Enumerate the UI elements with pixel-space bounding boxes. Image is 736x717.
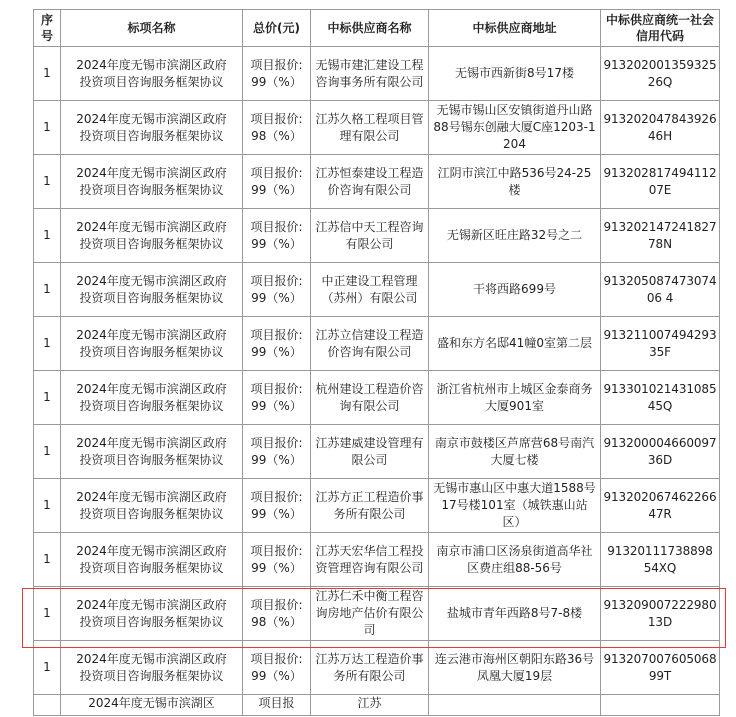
header-row — [34, 10, 720, 47]
cell-supplier: 中正建设工程管理（苏州）有限公司 — [311, 263, 429, 317]
cell-supplier: 江苏恒泰建设工程造价咨询有限公司 — [311, 155, 429, 209]
cell-title: 2024年度无锡市滨湖区政府投资项目咨询服务框架协议 — [61, 425, 243, 479]
table-row — [34, 587, 720, 641]
cell-seq: 1 — [34, 155, 61, 209]
cell-address: 无锡市惠山区中惠大道1588号17号楼101室（城铁惠山站区） — [429, 479, 601, 533]
table-row — [34, 101, 720, 155]
cell-title: 2024年度无锡市滨湖区政府投资项目咨询服务框架协议 — [61, 317, 243, 371]
cell-seq: 1 — [34, 47, 61, 101]
table-row — [34, 641, 720, 695]
cell-address: 盛和东方名邸41幢0室第二层 — [429, 317, 601, 371]
cell-price: 项目报价:99（%） — [243, 209, 311, 263]
cell-title: 2024年度无锡市滨湖区政府投资项目咨询服务框架协议 — [61, 263, 243, 317]
cell-code: 91320508747307406 4 — [601, 263, 720, 317]
cell-code: 91320206746226647R — [601, 479, 720, 533]
header-supplier: 中标供应商名称 — [311, 10, 429, 47]
cell-code: 91320111738898 54XQ — [601, 533, 720, 587]
cell-address: 连云港市海州区朝阳东路36号凤凰大厦19层 — [429, 641, 601, 695]
cell-seq: 1 — [34, 317, 61, 371]
cell-title: 2024年度无锡市滨湖区政府投资项目咨询服务框架协议 — [61, 47, 243, 101]
cell-title: 2024年度无锡市滨湖区政府投资项目咨询服务框架协议 — [61, 101, 243, 155]
header-price: 总价(元) — [243, 10, 311, 47]
cell-title: 2024年度无锡市滨湖区政府投资项目咨询服务框架协议 — [61, 209, 243, 263]
cell-address: 盐城市青年西路8号7-8楼 — [429, 587, 601, 641]
cell-code: 91321100749429335F — [601, 317, 720, 371]
cell-address: 无锡市西新街8号17楼 — [429, 47, 601, 101]
cell-supplier: 江苏久格工程项目管理有限公司 — [311, 101, 429, 155]
cell-seq: 1 — [34, 101, 61, 155]
table-row — [34, 263, 720, 317]
header-code: 中标供应商统一社会信用代码 — [601, 10, 720, 47]
cell-seq: 1 — [34, 533, 61, 587]
header-address: 中标供应商地址 — [429, 10, 601, 47]
cell-title: 2024年度无锡市滨湖区政府投资项目咨询服务框架协议 — [61, 155, 243, 209]
cell-title: 2024年度无锡市滨湖区政府投资项目咨询服务框架协议 — [61, 371, 243, 425]
cell-code: 91320204784392646H — [601, 101, 720, 155]
cell-code: 91320700760506899T — [601, 641, 720, 695]
cell-seq: 1 — [34, 641, 61, 695]
header-title: 标项名称 — [61, 10, 243, 47]
cell-price: 项目报价:98（%） — [243, 587, 311, 641]
cell-title: 2024年度无锡市滨湖区政府投资项目咨询服务框架协议 — [61, 641, 243, 695]
cell-seq: 1 — [34, 587, 61, 641]
cell-price: 项目报价:99（%） — [243, 263, 311, 317]
cell-price: 项目报价:99（%） — [243, 317, 311, 371]
cell-title: 2024年度无锡市滨湖区政府投资项目咨询服务框架协议 — [61, 533, 243, 587]
cell-address — [429, 695, 601, 716]
cell-title: 2024年度无锡市滨湖区政府投资项目咨询服务框架协议 — [61, 587, 243, 641]
cell-supplier: 江苏天宏华信工程投资管理咨询有限公司 — [311, 533, 429, 587]
cell-supplier: 江苏仁禾中衡工程咨询房地产估价有限公司 — [311, 587, 429, 641]
table-row — [34, 155, 720, 209]
cell-address: 无锡市锡山区安镇街道丹山路88号锡东创融大厦C座1203-1204 — [429, 101, 601, 155]
cell-price: 项目报价:99（%） — [243, 47, 311, 101]
cell-address: 江阴市滨江中路536号24-25楼 — [429, 155, 601, 209]
table-row-partial — [34, 695, 720, 716]
table-row — [34, 533, 720, 587]
cell-price: 项目报 — [243, 695, 311, 716]
cell-price: 项目报价:99（%） — [243, 533, 311, 587]
cell-price: 项目报价:99（%） — [243, 371, 311, 425]
cell-supplier: 江苏 — [311, 695, 429, 716]
cell-code — [601, 695, 720, 716]
table-row — [34, 371, 720, 425]
header-seq: 序号 — [34, 10, 61, 47]
table-row — [34, 317, 720, 371]
table-row — [34, 47, 720, 101]
cell-price: 项目报价:99（%） — [243, 425, 311, 479]
cell-supplier: 杭州建设工程造价咨询有限公司 — [311, 371, 429, 425]
cell-supplier: 江苏方正工程造价事务所有限公司 — [311, 479, 429, 533]
cell-code: 91320000466009736D — [601, 425, 720, 479]
cell-price: 项目报价:99（%） — [243, 479, 311, 533]
cell-supplier: 江苏立信建设工程造价咨询有限公司 — [311, 317, 429, 371]
cell-code: 91320281749411207E — [601, 155, 720, 209]
cell-seq: 1 — [34, 371, 61, 425]
cell-code: 91330102143108545Q — [601, 371, 720, 425]
cell-price: 项目报价:99（%） — [243, 641, 311, 695]
table-row — [34, 479, 720, 533]
cell-seq: 1 — [34, 263, 61, 317]
table-row — [34, 425, 720, 479]
cell-address: 干将西路699号 — [429, 263, 601, 317]
table-row — [34, 209, 720, 263]
cell-price: 项目报价:99（%） — [243, 155, 311, 209]
cell-address: 南京市浦口区汤泉街道高华社区费庄组88-56号 — [429, 533, 601, 587]
cell-title: 2024年度无锡市滨湖区 — [61, 695, 243, 716]
cell-address: 无锡新区旺庄路32号之二 — [429, 209, 601, 263]
cell-price: 项目报价:98（%） — [243, 101, 311, 155]
cell-code: 91320200135932526Q — [601, 47, 720, 101]
bid-results-table — [33, 9, 720, 716]
cell-seq: 1 — [34, 209, 61, 263]
cell-seq — [34, 695, 61, 716]
cell-code: 91320214724182778N — [601, 209, 720, 263]
cell-supplier: 江苏万达工程造价事务所有限公司 — [311, 641, 429, 695]
cell-address: 南京市鼓楼区芦席营68号南汽大厦七楼 — [429, 425, 601, 479]
cell-supplier: 江苏建威建设管理有限公司 — [311, 425, 429, 479]
cell-address: 浙江省杭州市上城区金泰商务大厦901室 — [429, 371, 601, 425]
cell-title: 2024年度无锡市滨湖区政府投资项目咨询服务框架协议 — [61, 479, 243, 533]
cell-seq: 1 — [34, 479, 61, 533]
cell-code: 91320900722298013D — [601, 587, 720, 641]
cell-seq: 1 — [34, 425, 61, 479]
cell-supplier: 无锡市建汇建设工程咨询事务所有限公司 — [311, 47, 429, 101]
cell-supplier: 江苏信中天工程咨询有限公司 — [311, 209, 429, 263]
